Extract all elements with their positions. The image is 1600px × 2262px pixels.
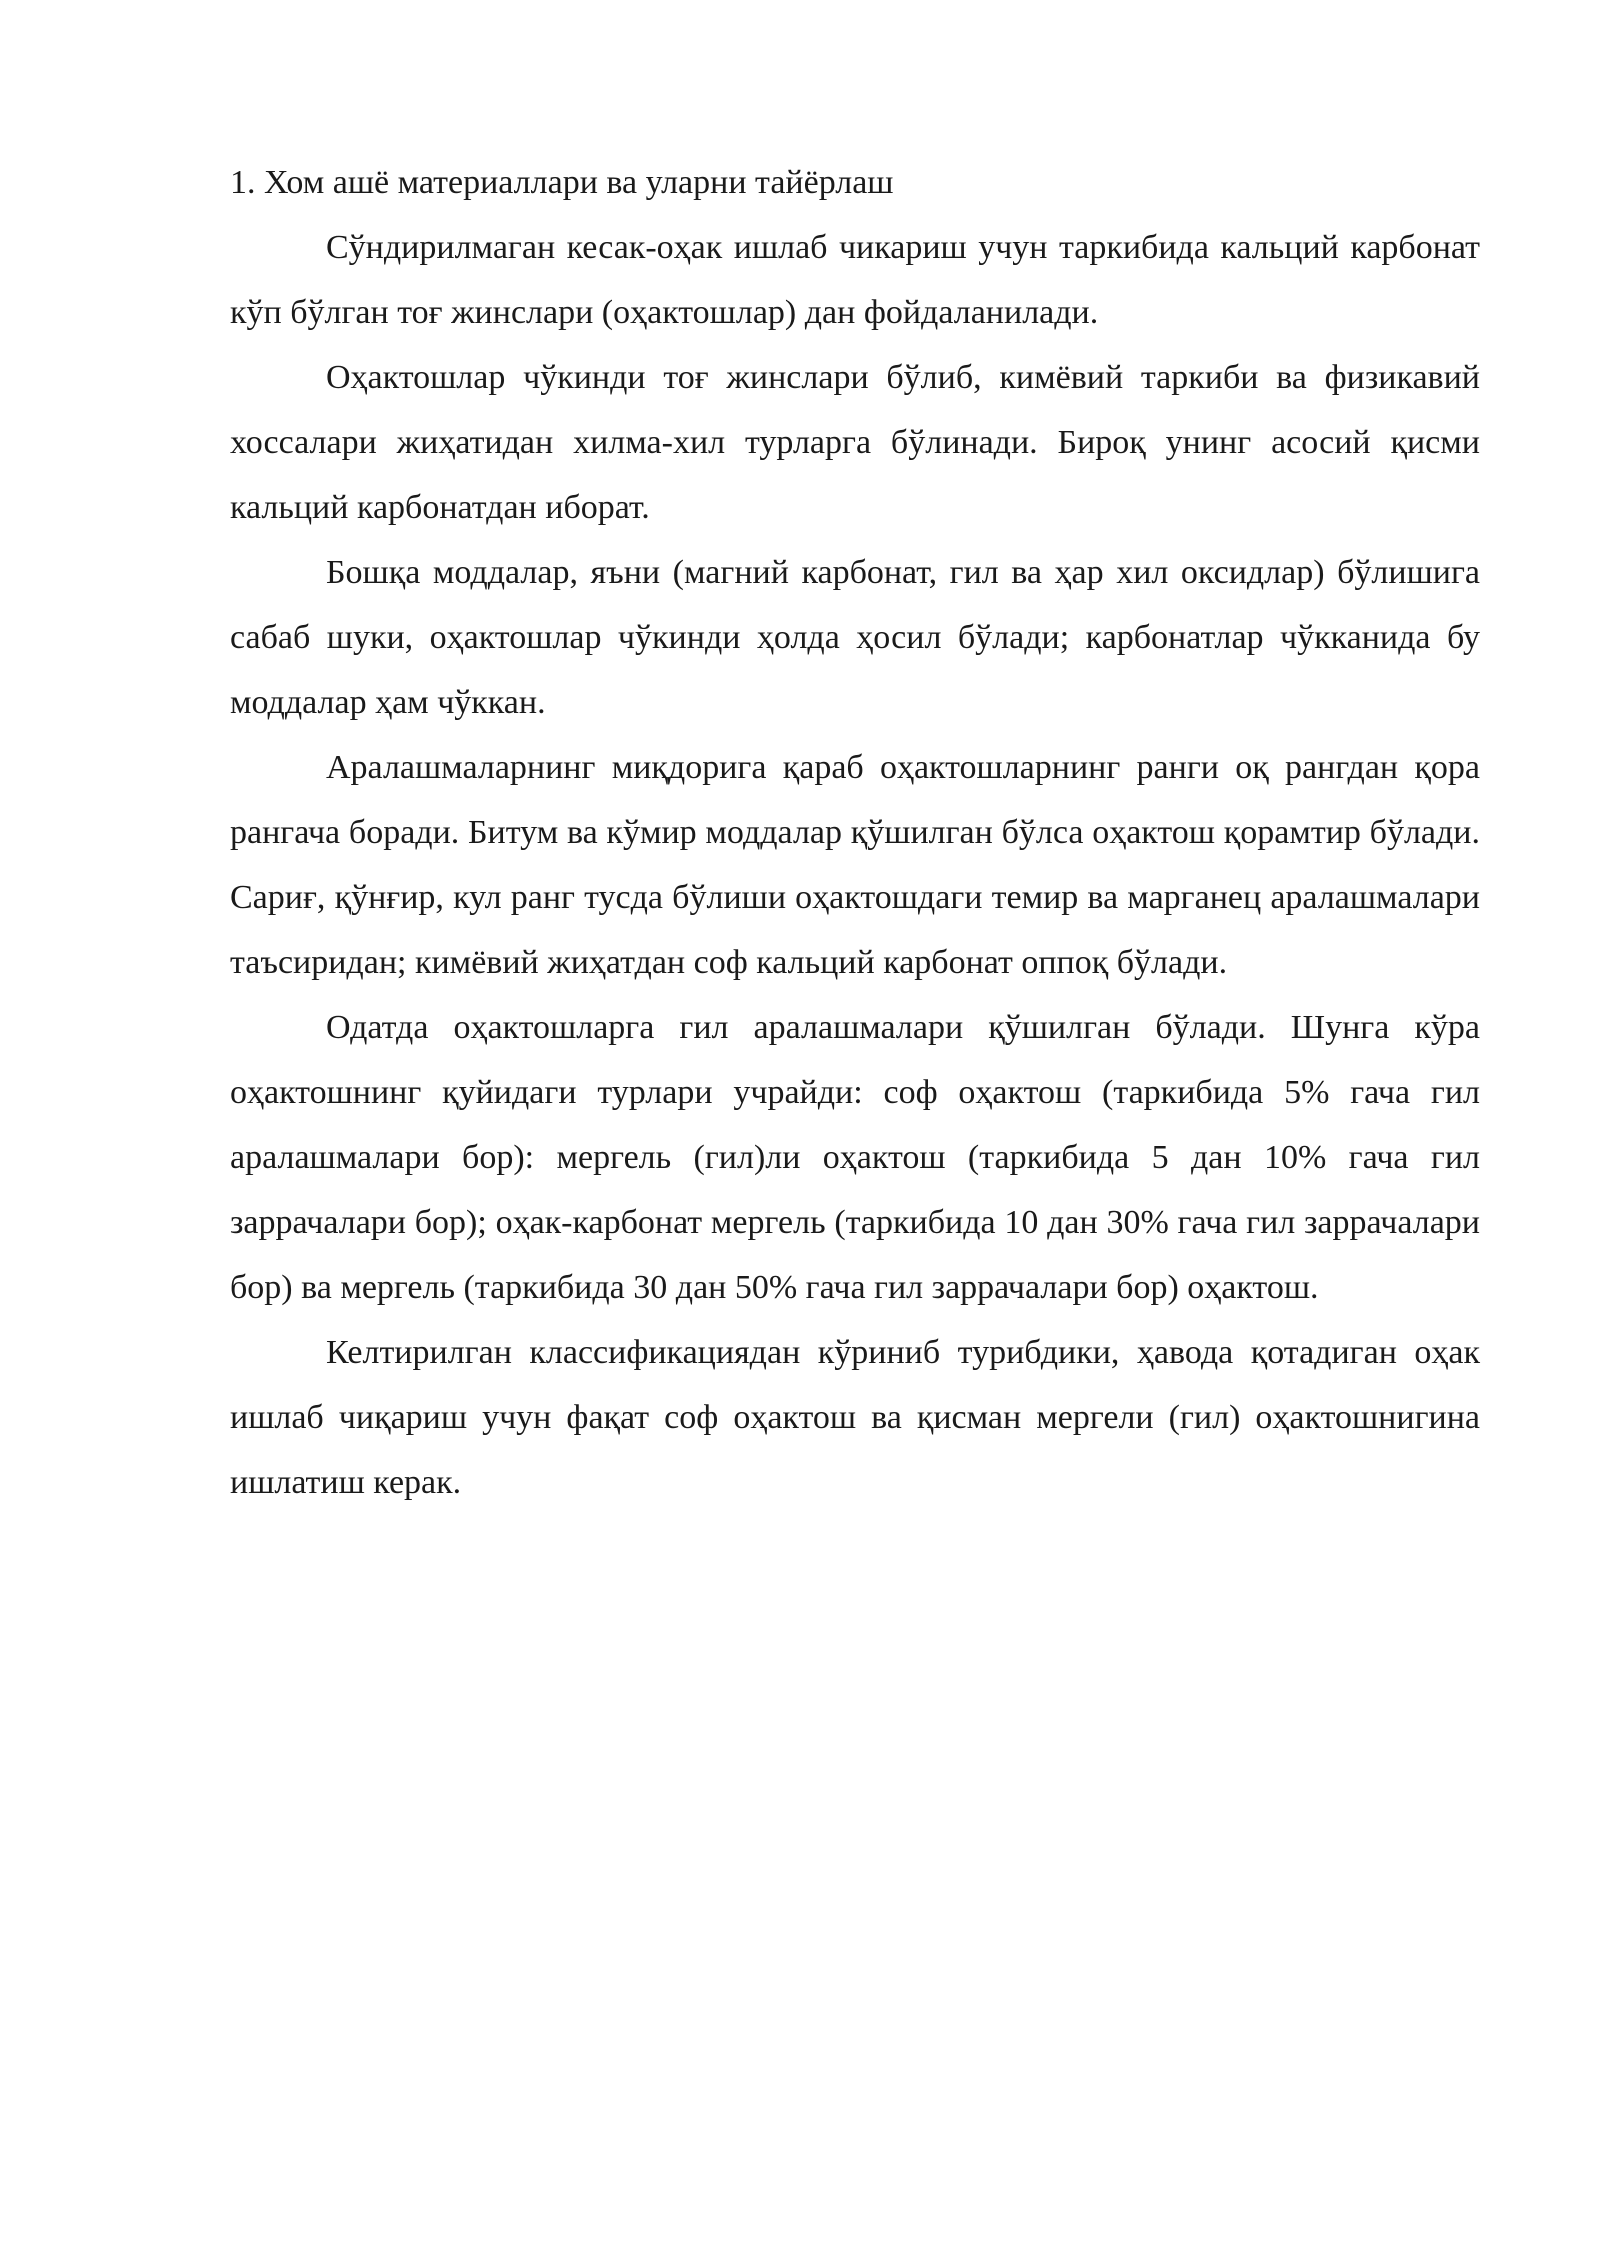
paragraph-3: Бошқа моддалар, яъни (магний карбонат, гил ва ҳар хил оксидлар) бўлишига сабаб шуки, оҳактошлар чўкинди ҳолда ҳосил бўлади; карбонатлар чўкканида бу моддалар ҳам чўккан. xyxy=(230,554,1480,721)
paragraph-5: Одатда оҳактошларга гил аралашмалари қўшилган бўлади. Шунга кўра оҳактошнинг қуйидаги турлари учрайди: соф оҳактош (таркибида 5% гача гил аралашмалари бор): мергель (гил)ли оҳактош (таркибида 5 дан 10% гача гил заррачалари бор); оҳак-карбонат мергель (таркибида 10 дан 30% гача гил заррачалари бор) ва мергель (таркибида 30 дан 50% гача гил заррачалари бор) оҳактош. xyxy=(230,1009,1480,1306)
paragraph-1: Сўндирилмаган кесак-оҳак ишлаб чикариш учун таркибида кальций карбонат кўп бўлган тоғ жинслари (оҳактошлар) дан фойдаланилади. xyxy=(230,229,1480,331)
paragraph-2: Оҳактошлар чўкинди тоғ жинслари бўлиб, кимёвий таркиби ва физикавий хоссалари жиҳатидан хилма-хил турларга бўлинади. Бироқ унинг асосий қисми кальций карбонатдан иборат. xyxy=(230,359,1480,526)
document-body xyxy=(230,150,1480,1515)
paragraph-4: Аралашмаларнинг миқдорига қараб оҳактошларнинг ранги оқ рангдан қора рангача боради. Битум ва кўмир моддалар қўшилган бўлса оҳактош қорамтир бўлади. Сариғ, қўнғир, кул ранг тусда бўлиши оҳактошдаги темир ва марганец аралашмалари таъсиридан; кимёвий жиҳатдан соф кальций карбонат оппоқ бўлади. xyxy=(230,749,1480,981)
paragraph-6: Келтирилган классификациядан кўриниб турибдики, ҳавода қотадиган оҳак ишлаб чиқариш учун фақат соф оҳактош ва қисман мергели (гил) оҳактошнигина ишлатиш керак. xyxy=(230,1334,1480,1501)
section-heading: 1. Хом ашё материаллари ва уларни тайёрлаш xyxy=(230,164,894,201)
